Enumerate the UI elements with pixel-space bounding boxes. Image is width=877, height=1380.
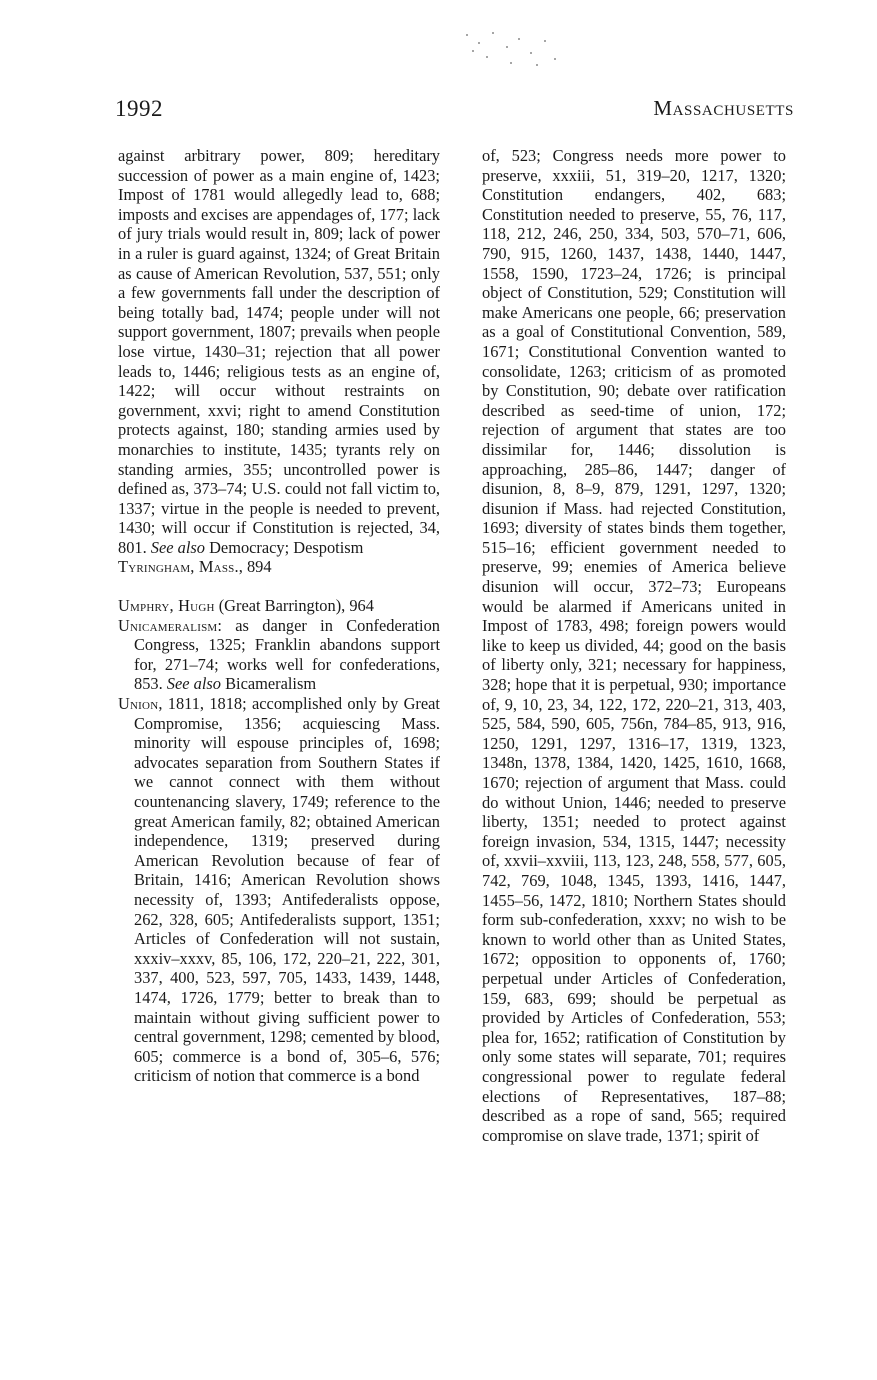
entry-text: , 894 bbox=[238, 557, 272, 577]
index-entry-tyringham bbox=[118, 557, 440, 577]
entry-text: against arbitrary power, 809; hereditary succession of power as a main engine of, 1423; Impost of 1781 would allegedly lead to, 688; imposts and excises are appendages of, 177; lack of jury trials would result in, 809; lack of power in a ruler is guard against, 1324; of Great Britain as cause of American Revolution, 537, 551; only a few governments fall under the description of being totally bad, 1474; people under will not support government, 1807; prevails when people lose virtue, 1430–31; rejection that all power leads to, 1446; religious tests as an engine of, 1422; will occur without restraints on government, xxvi; right to amend Constitution protects against, 180; standing armies used by monarchies to institute, 1435; tyrants rely on standing armies, 355; uncontrolled power is defined as, 373–74; U.S. could not fall victim to, 1337; virtue in the people is needed to prevent, 1430; will occur if Constitution is rejected, 34, 801. bbox=[118, 146, 440, 557]
index-entry-unicameralism bbox=[118, 616, 440, 694]
index-column-right bbox=[482, 146, 786, 1145]
entry-text: : as danger in Confederation Congress, 1325; Franklin abandons support for, 271–74; works well for confederations, 853. bbox=[134, 615, 440, 694]
entry-heading: Union bbox=[118, 694, 159, 714]
index-entry-umphry bbox=[118, 596, 440, 616]
see-also-text: Bicameralism bbox=[225, 674, 317, 694]
entry-heading: Umphry, Hugh bbox=[118, 596, 215, 616]
entry-heading: Unicameralism bbox=[118, 615, 218, 635]
entry-heading: Tyringham, Mass. bbox=[118, 557, 239, 577]
running-head: Massachusetts bbox=[653, 96, 794, 120]
index-entry-union-continued: of, 523; Congress needs more power to preserve, xxxiii, 51, 319–20, 1217, 1320; Constitution endangers, 402, 683; Constitution needed to preserve, 55, 76, 117, 118, 212, 246, 250, 334, 503, 570–71, 606, 790, 915, 1260, 1437, 1438, 1440, 1447, 1558, 1590, 1723–24, 1726; is principal object of Constitution, 529; Constitution will make Americans one people, 66; preservation as a goal of Constitutional Convention, 589, 1671; Constitutional Convention wanted to consolidate, 1263; criticism of as promoted by Constitution, 90; debate over ratification described as seed-time of union, 172; rejection of argument that states are too dissimilar for, 1446; dissolution is approaching, 285–86, 1447; danger of disunion, 8, 8–9, 879, 1291, 1297, 1320; disunion if Mass. had rejected Constitution, 1693; diversity of states binds them together, 515–16; efficient government needed to preserve, 99; enemies of America believe disunion will occur, 372–73; Europeans would be alarmed if Americans united in Impost of 1783, 498; foreign powers would like to keep us divided, 44; good on the basis of liberty only, 321; necessary for happiness, 328; hope that it is perpetual, 930; importance of, 9, 10, 23, 34, 122, 172, 220–21, 313, 403, 525, 584, 590, 605, 756n, 784–85, 913, 916, 1250, 1291, 1297, 1316–17, 1319, 1323, 1348n, 1378, 1384, 1420, 1425, 1610, 1668, 1670; rejection of argument that Mass. could do without Union, 1446; needed to preserve liberty, 1351; needed to protect against foreign invasion, 534, 1315, 1447; necessity of, xxvii–xxviii, 113, 123, 248, 558, 577, 605, 742, 769, 1048, 1345, 1393, 1416, 1447, 1455–56, 1472, 1810; Northern States should form sub-confederation, xxxv; no wish to be known to world other than as United States, 1672; opposition to opponents of, 1760; perpetual under Articles of Confederation, 159, 683, 699; should be perpetual as provided by Articles of Confederation, 553; plea for, 1652; ratification of Constitution by only some states will separate, 701; requires congressional power to regulate federal elections of Representatives, 187–88; described as a rope of sand, 565; required compromise on slave trade, 1371; spirit of bbox=[482, 146, 786, 1145]
index-entry-continued bbox=[118, 146, 440, 557]
page-number: 1992 bbox=[115, 96, 163, 121]
entry-text: , 1811, 1818; accomplished only by Great Compromise, 1356; acquiescing Mass. minority will espouse principles of, 1698; advocates separation from Southern States if we cannot connect with them without countenancing slavery, 1749; reference to the great American family, 82; obtained American independence, 1319; preserved during American Revolution because of fear of Britain, 1416; American Revolution shows necessity of, 1393; Antifederalists oppose, 262, 328, 605; Antifederalists support, 1351; Articles of Confederation will not sustain, xxxiv–xxxv, 85, 106, 172, 220–21, 222, 301, 337, 400, 523, 597, 705, 1433, 1439, 1448, 1474, 1726, 1779; better to break than to maintain without giving sufficient power to central government, 1298; cemented by blood, 605; commerce is a bond of, 305–6, 576; criticism of notion that commerce is a bond bbox=[134, 694, 440, 1086]
see-also-text: Democracy; Despotism bbox=[209, 537, 364, 557]
index-column-left bbox=[118, 146, 440, 1086]
see-also-label: See also bbox=[150, 537, 205, 557]
see-also-label: See also bbox=[166, 674, 221, 694]
scan-specks bbox=[458, 30, 568, 70]
index-entry-union bbox=[118, 694, 440, 1086]
entry-text: (Great Barrington), 964 bbox=[214, 596, 374, 616]
